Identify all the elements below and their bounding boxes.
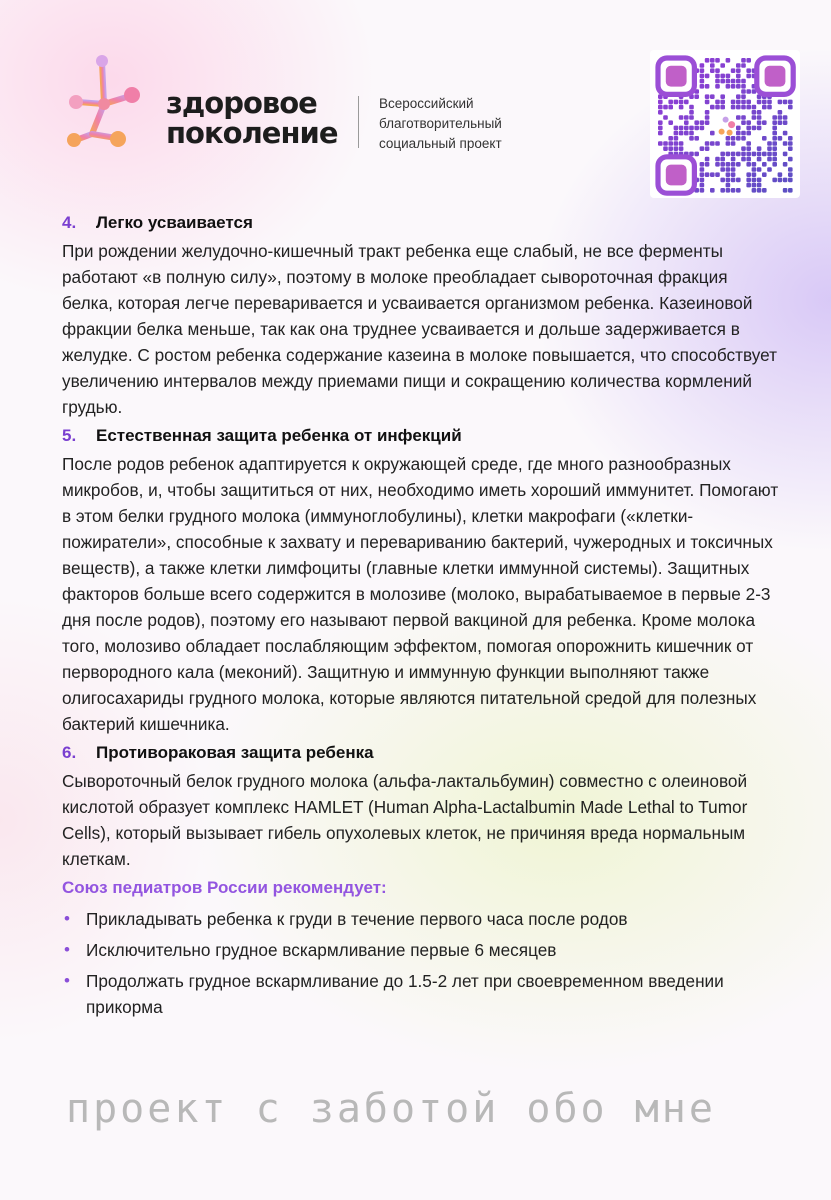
section-text: При рождении желудочно-кишечный тракт ребенка еще слабый, не все ферменты работают «в полную силу», поэтому в молоке преобладает сывороточная фракция белка, которая легче переваривается и усваивается организмом ребенка. Казеиновой фракции белка меньше, так как она труднее усваивается и дольше задерживается в желудке. С ростом ребенка содержание казеина в молоке повышается, что способствует увеличению интервалов между приемами пищи и сокращению количества кормлений грудью. xyxy=(62,241,777,417)
brand-line-2: поколение xyxy=(166,116,338,150)
section-heading xyxy=(62,741,782,765)
recommendations-title: Союз педиатров России рекомендует: xyxy=(62,878,387,897)
tagline-line-3: социальный проект xyxy=(379,136,502,151)
list-item xyxy=(62,937,782,963)
bullet-icon: • xyxy=(64,971,70,990)
section-heading xyxy=(62,424,782,448)
page-header xyxy=(64,50,804,200)
molecule-logo-icon xyxy=(64,52,152,152)
list-item xyxy=(62,906,782,932)
section-title: Противораковая защита ребенка xyxy=(96,743,374,762)
section-text: После родов ребенок адаптируется к окружающей среде, где много разнообразных микробов, и, чтобы защититься от них, необходимо иметь хороший иммунитет. Помогают в этом белки грудного молока (иммуноглобулины), клетки макрофаги («клетки-пожиратели», способные к захвату и перевариванию бактерий, чужеродных и токсичных веществ), а также клетки лимфоциты (главные клетки иммунной системы). Защитных факторов больше всего содержится в молозиве (молоко, вырабатываемое в первые 2-3 дня после родов), поэтому его называют первой вакциной для ребенка. Кроме молока того, молозиво обладает послабляющим эффектом, помогая опорожнить кишечник от первородного кала (меконий). Защитную и иммунную функции выполняют также олигосахариды грудного молока, которые являются питательной средой для полезных бактерий кишечника. xyxy=(62,454,779,734)
brand-line-1: здоровое xyxy=(166,86,317,120)
qr-code[interactable] xyxy=(650,50,800,198)
main-content xyxy=(62,211,782,1025)
tagline xyxy=(379,94,502,154)
section-number: 6. xyxy=(62,743,77,762)
section-title: Легко усваивается xyxy=(96,213,253,232)
list-item xyxy=(62,968,782,1020)
list-item-text: Прикладывать ребенка к груди в течение первого часа после родов xyxy=(86,909,628,929)
section-number: 5. xyxy=(62,426,77,445)
qr-code-icon xyxy=(650,50,800,198)
section-title: Естественная защита ребенка от инфекций xyxy=(96,426,462,445)
bullet-icon: • xyxy=(64,940,70,959)
handwritten-footer: проект с заботой обо мне xyxy=(66,1086,716,1132)
brand-name xyxy=(166,88,338,148)
tagline-line-1: Всероссийский xyxy=(379,96,474,111)
section-number: 4. xyxy=(62,213,77,232)
tagline-line-2: благотворительный xyxy=(379,116,502,131)
list-item-text: Исключительно грудное вскармливание первые 6 месяцев xyxy=(86,940,557,960)
section-heading xyxy=(62,211,782,235)
header-divider xyxy=(358,96,359,148)
bullet-icon: • xyxy=(64,909,70,928)
section-text: Сывороточный белок грудного молока (альфа-лактальбумин) совместно с олеиновой кислотой образует комплекс HAMLET (Human Alpha-Lactalbumin Made Lethal to Tumor Cells), который вызывает гибель опухолевых клеток, не причиняя вреда нормальным клеткам. xyxy=(62,771,748,869)
recommendations-list xyxy=(62,906,782,1020)
section-5 xyxy=(62,424,782,737)
list-item-text: Продолжать грудное вскармливание до 1.5-2 лет при своевременном введении прикорма xyxy=(86,971,724,1017)
section-6 xyxy=(62,741,782,872)
section-4 xyxy=(62,211,782,420)
